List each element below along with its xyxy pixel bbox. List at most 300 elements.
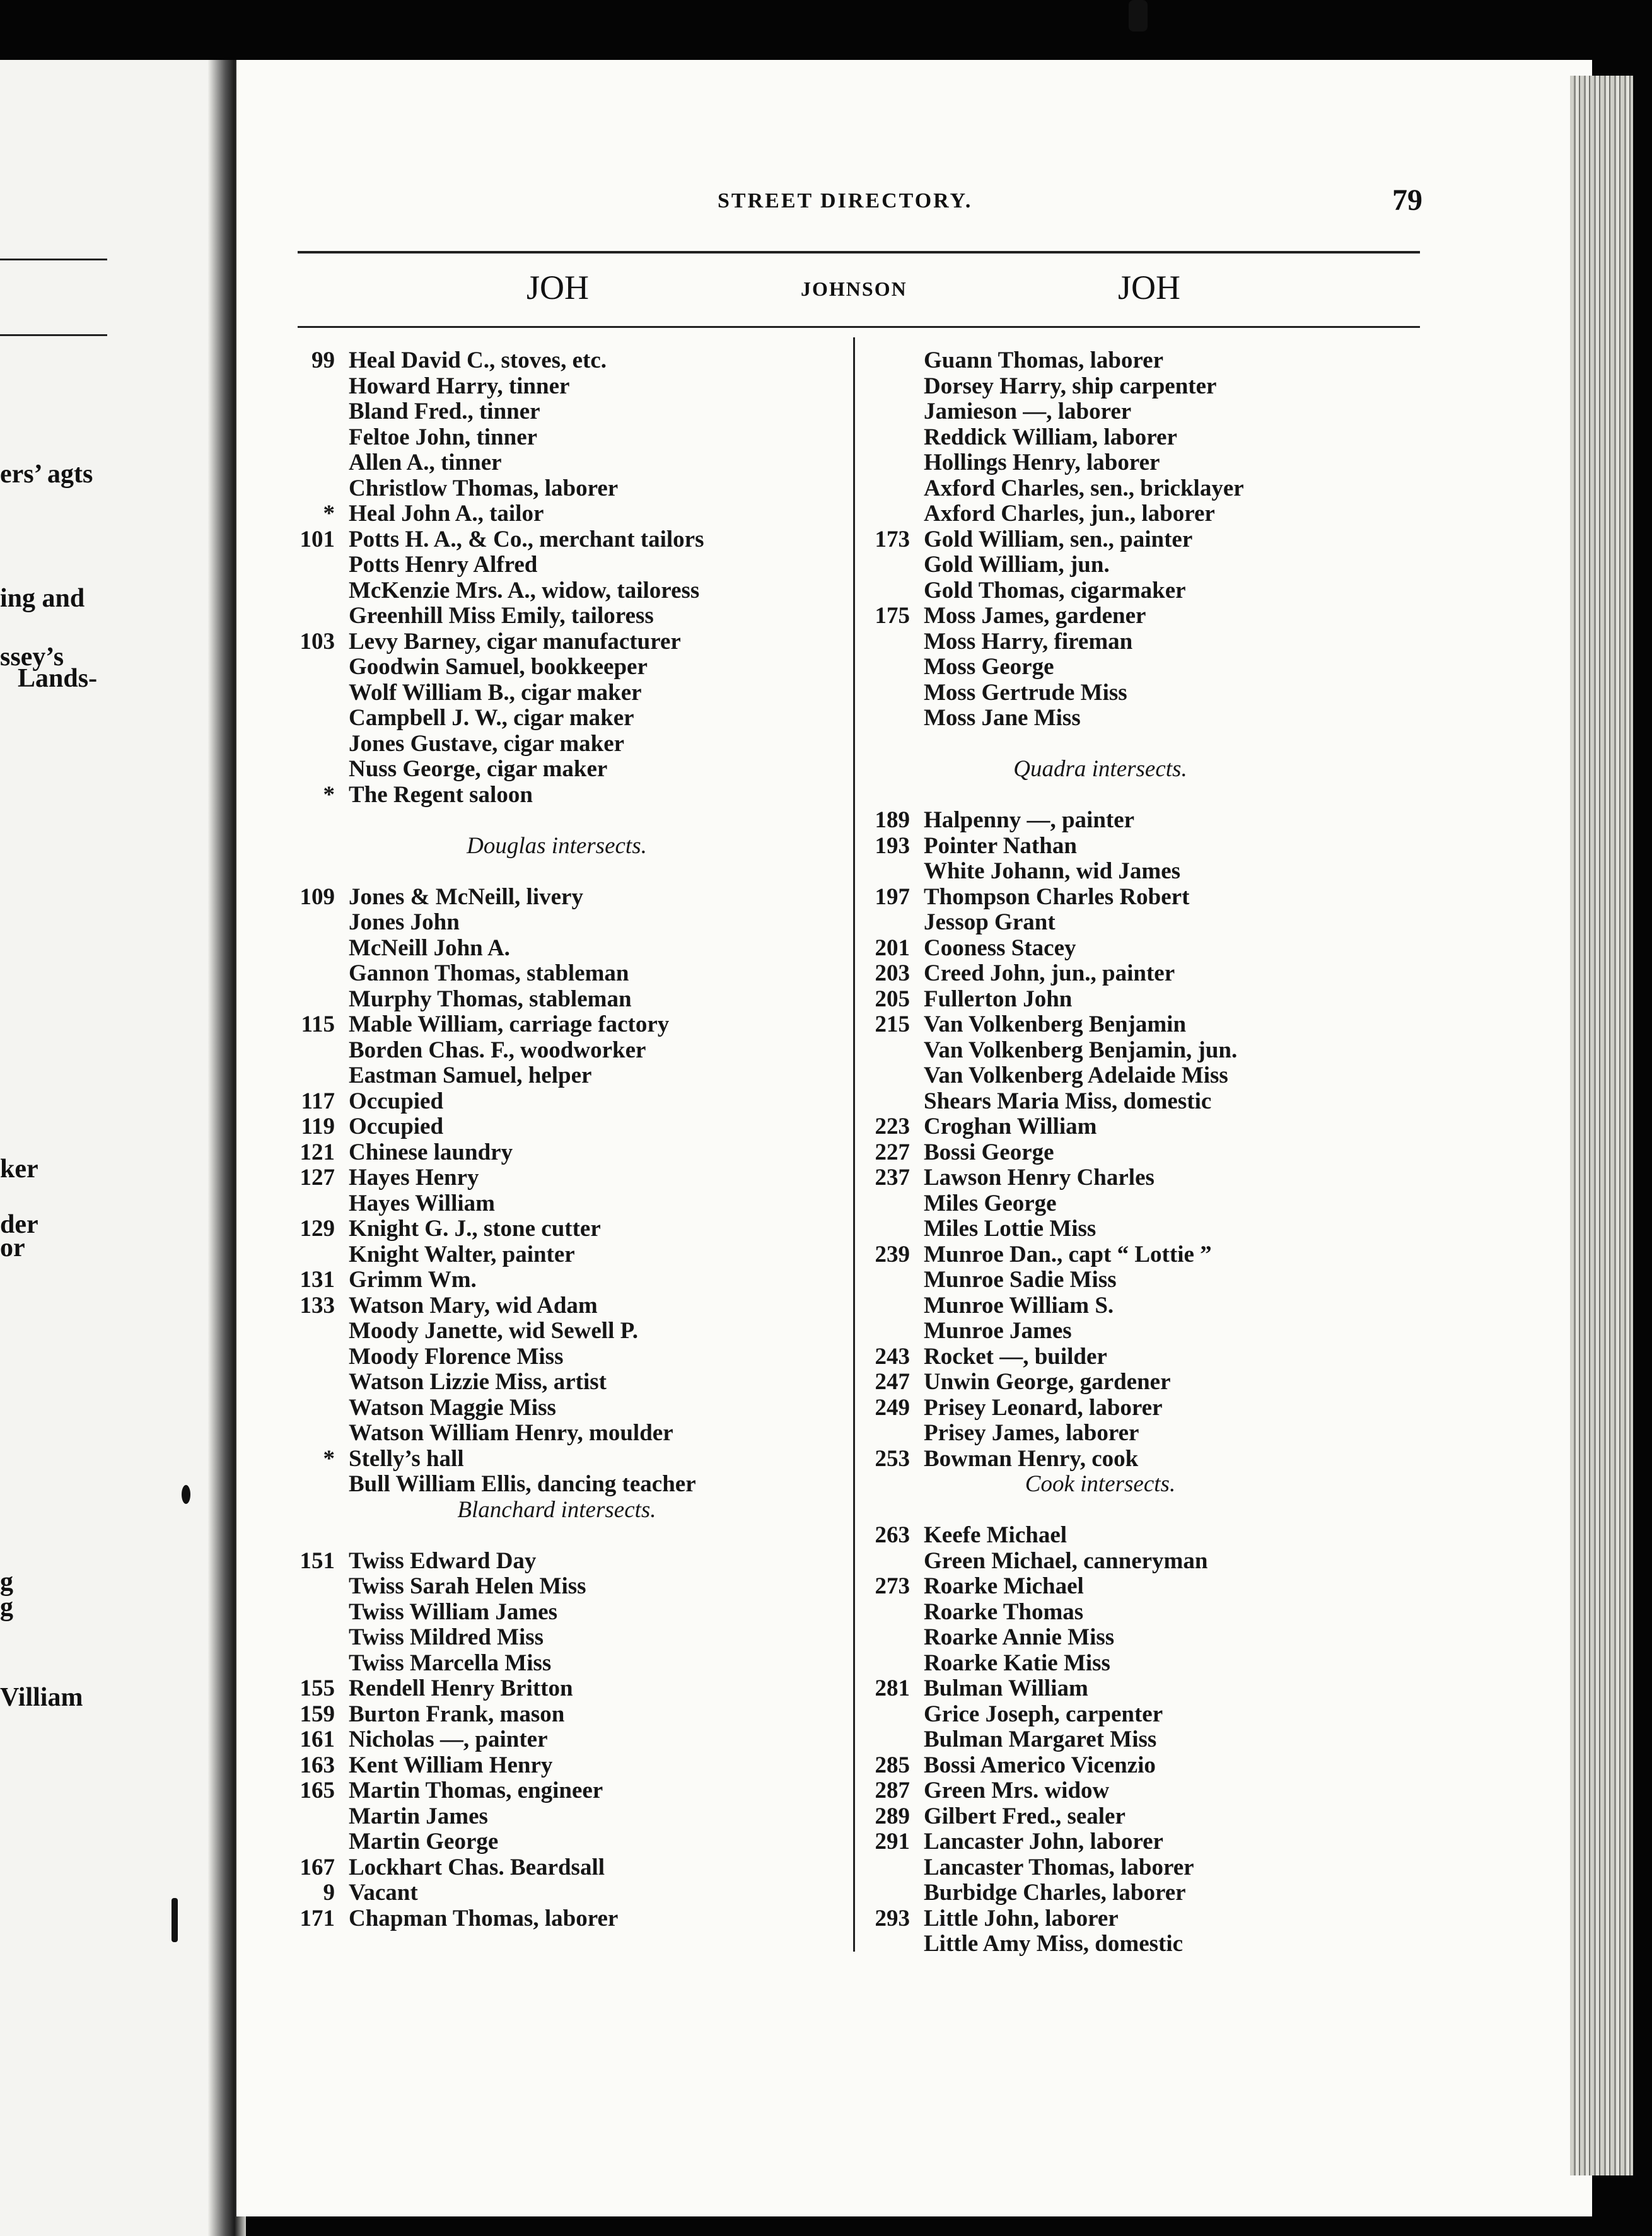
directory-entry: [875, 1675, 1277, 1702]
directory-entry: [924, 859, 1277, 885]
resident-name: Jones Gustave, cigar maker: [349, 730, 625, 757]
resident-name: Christlow Thomas, laborer: [349, 475, 619, 501]
directory-entry: [349, 987, 765, 1013]
resident-name: Lockhart Chas. Beardsall: [349, 1854, 605, 1880]
directory-entry: [924, 1293, 1277, 1319]
directory-entry: [300, 1726, 765, 1753]
resident-name: Moss George: [924, 654, 1054, 680]
resident-name: Keefe Michael: [924, 1522, 1067, 1548]
resident-name: Moss James, gardener: [924, 603, 1146, 629]
house-number: 9: [323, 1880, 335, 1906]
resident-name: Moody Florence Miss: [349, 1343, 564, 1370]
resident-name: Martin Thomas, engineer: [349, 1778, 603, 1803]
resident-name: Gannon Thomas, stableman: [349, 960, 629, 986]
directory-entry: [924, 1549, 1277, 1575]
directory-entry: [875, 603, 1277, 629]
resident-name: Bowman Henry, cook: [924, 1445, 1139, 1472]
resident-name: Moss Gertrude Miss: [924, 679, 1127, 706]
directory-entry: [300, 1216, 765, 1242]
previous-page-fragment: or: [0, 1233, 25, 1262]
resident-name: Unwin George, gardener: [924, 1369, 1171, 1395]
house-number: 285: [875, 1752, 910, 1778]
directory-entry: [349, 1574, 765, 1600]
resident-name: Wolf William B., cigar maker: [349, 679, 642, 706]
directory-entry: [875, 1011, 1277, 1038]
resident-name: Jones John: [349, 909, 460, 935]
scan-mark: [1129, 0, 1148, 32]
house-number: *: [323, 781, 335, 808]
directory-entry: [875, 832, 1277, 859]
resident-name: Twiss Edward Day: [349, 1547, 537, 1574]
house-number: 163: [300, 1752, 335, 1778]
intersection-heading: Blanchard intersects.: [457, 1496, 656, 1523]
directory-entry: [924, 374, 1277, 400]
intersection-heading: Quadra intersects.: [1013, 756, 1187, 782]
house-number: 171: [300, 1905, 335, 1931]
directory-entry: [349, 552, 765, 578]
resident-name: McKenzie Mrs. A., widow, tailoress: [349, 577, 700, 603]
resident-name: Jamieson —, laborer: [924, 399, 1132, 424]
resident-name: Feltoe John, tinner: [349, 424, 538, 450]
directory-entry: [300, 1547, 765, 1575]
directory-entry: [349, 1804, 765, 1830]
resident-name: Green Michael, canneryman: [924, 1547, 1208, 1574]
directory-entry: [311, 347, 765, 374]
resident-name: Roarke Katie Miss: [924, 1650, 1110, 1676]
previous-page-rule: [0, 334, 107, 336]
resident-name: Twiss Mildred Miss: [349, 1624, 544, 1650]
house-number: 193: [875, 832, 910, 859]
spacer: [924, 783, 1277, 808]
resident-name: Grice Joseph, carpenter: [924, 1701, 1163, 1727]
running-title: STREET DIRECTORY.: [718, 189, 973, 213]
guide-word-left: JOH: [526, 269, 590, 306]
previous-page: [0, 60, 227, 2236]
resident-name: Lawson Henry Charles: [924, 1165, 1155, 1191]
resident-name: Van Volkenberg Benjamin, jun.: [924, 1037, 1238, 1063]
street-name: JOHNSON: [801, 277, 907, 300]
directory-entry: [300, 1165, 765, 1191]
house-number: 109: [300, 883, 335, 910]
directory-entry: [349, 1600, 765, 1626]
directory-entry: [349, 399, 765, 425]
directory-entry: [924, 450, 1277, 476]
directory-entry: [924, 1855, 1277, 1881]
resident-name: Moody Janette, wid Sewell P.: [349, 1318, 639, 1344]
house-number: 223: [875, 1114, 910, 1139]
resident-name: Allen A., tinner: [349, 450, 502, 475]
resident-name: Moss Harry, fireman: [924, 628, 1133, 655]
directory-entry: [924, 655, 1277, 680]
resident-name: Hayes William: [349, 1190, 495, 1216]
guide-rule: [298, 326, 1420, 328]
directory-entry: [875, 1343, 1277, 1370]
resident-name: Prisey Leonard, laborer: [924, 1394, 1163, 1421]
directory-entry: [349, 1472, 765, 1498]
directory-entry: [349, 1421, 765, 1447]
directory-entry: [924, 1267, 1277, 1293]
resident-name: Occupied: [349, 1114, 444, 1139]
house-number: 293: [875, 1905, 910, 1931]
house-number: 249: [875, 1394, 910, 1421]
resident-name: Grimm Wm.: [349, 1267, 477, 1293]
house-number: 237: [875, 1165, 910, 1191]
directory-entry: [924, 476, 1277, 502]
house-number: 247: [875, 1369, 910, 1395]
resident-name: Rendell Henry Britton: [349, 1675, 573, 1701]
directory-entry: [349, 578, 765, 604]
resident-name: Pointer Nathan: [924, 832, 1077, 859]
resident-name: Potts Henry Alfred: [349, 552, 538, 578]
resident-name: Munroe William S.: [924, 1292, 1114, 1319]
resident-name: Lancaster John, laborer: [924, 1829, 1163, 1855]
resident-name: Reddick William, laborer: [924, 424, 1177, 450]
house-number: 129: [300, 1216, 335, 1242]
directory-entry: [924, 1038, 1277, 1064]
directory-entry: [300, 1778, 765, 1804]
resident-name: Hayes Henry: [349, 1165, 479, 1191]
house-number: 197: [875, 883, 910, 910]
house-number: 103: [300, 628, 335, 655]
previous-page-fragment: g: [0, 1568, 13, 1597]
guide-word-right: JOH: [1118, 269, 1181, 306]
directory-entry: [349, 1370, 765, 1395]
directory-entry: [301, 1088, 765, 1115]
directory-entry: [349, 1038, 765, 1064]
resident-name: Thompson Charles Robert: [924, 883, 1190, 910]
resident-name: Cooness Stacey: [924, 935, 1076, 961]
house-number: 159: [300, 1701, 335, 1727]
directory-entry: [349, 1829, 765, 1855]
resident-name: The Regent saloon: [349, 781, 533, 808]
resident-name: Halpenny —, painter: [924, 807, 1135, 833]
directory-entry: [349, 910, 765, 936]
directory-entry: [349, 1319, 765, 1344]
house-number: 173: [875, 526, 910, 552]
page-edges: [1570, 76, 1633, 2175]
house-number: 287: [875, 1778, 910, 1803]
house-number: 273: [875, 1573, 910, 1599]
spacer: [349, 859, 765, 885]
directory-entry: [300, 1905, 765, 1932]
resident-name: Watson Lizzie Miss, artist: [349, 1369, 607, 1395]
resident-name: Goodwin Samuel, bookkeeper: [349, 654, 648, 680]
previous-page-fragment: Villiam: [0, 1683, 83, 1712]
previous-page-fragment: ker: [0, 1155, 38, 1184]
directory-entry: [349, 1651, 765, 1677]
resident-name: Chapman Thomas, laborer: [349, 1905, 619, 1931]
house-number: 117: [301, 1088, 335, 1114]
resident-name: Stelly’s hall: [349, 1445, 464, 1472]
directory-entry: [875, 1139, 1277, 1166]
house-number: 281: [875, 1675, 910, 1701]
house-number: 161: [300, 1726, 335, 1752]
directory-entry: [924, 578, 1277, 604]
resident-name: Burton Frank, mason: [349, 1701, 565, 1727]
house-number: 205: [875, 986, 910, 1012]
resident-name: Vacant: [349, 1880, 418, 1906]
directory-entry: [349, 757, 765, 783]
directory-entry: [349, 374, 765, 400]
resident-name: Watson William Henry, moulder: [349, 1420, 673, 1446]
resident-name: Watson Maggie Miss: [349, 1394, 556, 1421]
house-number: 127: [300, 1165, 335, 1191]
directory-entry: [924, 1600, 1277, 1626]
resident-name: Bulman William: [924, 1675, 1088, 1701]
directory-entry: [875, 935, 1277, 962]
directory-entry: [349, 1395, 765, 1421]
house-number: *: [323, 501, 335, 527]
resident-name: Jones & McNeill, livery: [349, 883, 583, 910]
previous-page-fragment: ing and: [0, 584, 85, 613]
resident-name: Axford Charles, jun., laborer: [924, 501, 1215, 527]
directory-entry: [875, 1803, 1277, 1830]
left-column: [300, 347, 765, 1931]
resident-name: Little John, laborer: [924, 1905, 1119, 1931]
directory-entry: [349, 1191, 765, 1217]
resident-name: Axford Charles, sen., bricklayer: [924, 475, 1244, 501]
house-number: *: [323, 1445, 335, 1472]
directory-entry: [924, 1089, 1277, 1115]
directory-entry: [349, 680, 765, 706]
directory-entry: [349, 961, 765, 987]
resident-name: Bland Fred., tinner: [349, 399, 540, 424]
resident-name: Guann Thomas, laborer: [924, 347, 1164, 373]
house-number: 99: [311, 347, 335, 373]
resident-name: Levy Barney, cigar manufacturer: [349, 628, 681, 655]
resident-name: Miles George: [924, 1190, 1057, 1216]
resident-name: Knight G. J., stone cutter: [349, 1216, 601, 1242]
scan-mark: [172, 1898, 178, 1942]
house-number: 203: [875, 960, 910, 986]
directory-entry: [924, 552, 1277, 578]
directory-entry: [875, 1369, 1277, 1395]
directory-entry: [875, 1573, 1277, 1600]
directory-entry: [300, 526, 765, 553]
house-number: 201: [875, 935, 910, 961]
resident-name: Miles Lottie Miss: [924, 1216, 1096, 1242]
resident-name: Munroe Sadie Miss: [924, 1267, 1117, 1293]
directory-entry: [924, 1216, 1277, 1242]
scan-mark: [182, 1485, 190, 1504]
directory-entry: [349, 603, 765, 629]
directory-entry: [300, 1752, 765, 1779]
directory-entry: [300, 628, 765, 655]
house-number: 175: [875, 603, 910, 629]
directory-entry: [924, 1063, 1277, 1089]
directory-entry: [924, 910, 1277, 936]
directory-entry: [349, 425, 765, 451]
house-number: 243: [875, 1343, 910, 1370]
house-number: 289: [875, 1803, 910, 1829]
house-number: 121: [300, 1139, 335, 1165]
resident-name: Hollings Henry, laborer: [924, 450, 1160, 475]
resident-name: Martin George: [349, 1829, 499, 1855]
resident-name: Occupied: [349, 1088, 444, 1114]
resident-name: White Johann, wid James: [924, 858, 1181, 884]
resident-name: Howard Harry, tinner: [349, 373, 570, 399]
resident-name: Gold William, sen., painter: [924, 526, 1193, 552]
directory-entry: [875, 1165, 1277, 1191]
resident-name: Bossi Americo Vicenzio: [924, 1752, 1156, 1778]
directory-entry: [349, 731, 765, 757]
directory-entry: [349, 1242, 765, 1268]
directory-entry: [300, 1292, 765, 1319]
previous-page-fragment: ers’ agts: [0, 460, 93, 489]
resident-name: Chinese laundry: [349, 1139, 513, 1165]
resident-name: Van Volkenberg Adelaide Miss: [924, 1063, 1228, 1088]
directory-entry: [323, 501, 765, 527]
resident-name: Fullerton John: [924, 986, 1073, 1012]
resident-name: Greenhill Miss Emily, tailoress: [349, 603, 654, 629]
spacer: [349, 1523, 765, 1549]
directory-entry: [300, 1854, 765, 1881]
resident-name: Moss Jane Miss: [924, 705, 1081, 731]
directory-entry: [875, 1829, 1277, 1855]
directory-entry: [300, 883, 765, 911]
directory-entry: [300, 1267, 765, 1293]
resident-name: Jessop Grant: [924, 909, 1056, 935]
directory-entry: [875, 1114, 1277, 1140]
directory-entry: [875, 1241, 1277, 1268]
directory-entry: [924, 629, 1277, 655]
resident-name: Gold William, jun.: [924, 552, 1110, 578]
directory-entry: [924, 1880, 1277, 1906]
directory-entry: [323, 781, 765, 808]
resident-name: Croghan William: [924, 1114, 1097, 1139]
directory-entry: [924, 1625, 1277, 1651]
resident-name: Roarke Thomas: [924, 1598, 1084, 1625]
resident-name: Bossi George: [924, 1139, 1054, 1165]
header-rule: [298, 251, 1420, 253]
spacer: [924, 731, 1277, 757]
resident-name: Knight Walter, painter: [349, 1241, 575, 1267]
house-number: 101: [300, 526, 335, 552]
directory-entry: [875, 1752, 1277, 1779]
house-number: 263: [875, 1522, 910, 1548]
resident-name: Watson Mary, wid Adam: [349, 1292, 598, 1319]
house-number: 215: [875, 1011, 910, 1037]
resident-name: Gold Thomas, cigarmaker: [924, 577, 1186, 603]
resident-name: Roarke Annie Miss: [924, 1624, 1115, 1650]
intersection-heading: Cook intersects.: [1025, 1471, 1176, 1497]
spacer: [349, 808, 765, 834]
resident-name: Nuss George, cigar maker: [349, 756, 608, 782]
page-number: 79: [1392, 183, 1422, 217]
resident-name: Potts H. A., & Co., merchant tailors: [349, 526, 704, 552]
directory-entry: [875, 1778, 1277, 1804]
resident-name: Bull William Ellis, dancing teacher: [349, 1471, 696, 1497]
resident-name: Kent William Henry: [349, 1752, 553, 1778]
directory-entry: [349, 936, 765, 962]
directory-entry: [875, 883, 1277, 911]
column-divider: [853, 337, 855, 1952]
resident-name: Munroe James: [924, 1318, 1072, 1344]
house-number: 151: [300, 1547, 335, 1574]
directory-entry: [349, 476, 765, 502]
directory-entry: [875, 986, 1277, 1013]
house-number: 119: [301, 1114, 335, 1139]
directory-entry: [924, 501, 1277, 527]
resident-name: Twiss Marcella Miss: [349, 1650, 552, 1676]
directory-entry: [875, 526, 1277, 553]
resident-name: Twiss Sarah Helen Miss: [349, 1573, 586, 1599]
resident-name: Roarke Michael: [924, 1573, 1084, 1599]
resident-name: Van Volkenberg Benjamin: [924, 1011, 1187, 1037]
previous-page-fragment: ssey’s: [0, 643, 64, 672]
directory-entry: [875, 960, 1277, 987]
resident-name: Bulman Margaret Miss: [924, 1726, 1157, 1752]
directory-entry: [924, 399, 1277, 425]
resident-name: Green Mrs. widow: [924, 1778, 1110, 1803]
previous-page-fragment: der: [0, 1210, 38, 1239]
resident-name: Twiss William James: [349, 1598, 557, 1625]
resident-name: Rocket —, builder: [924, 1343, 1107, 1370]
directory-entry: [875, 1394, 1277, 1421]
resident-name: Campbell J. W., cigar maker: [349, 705, 634, 731]
resident-name: Borden Chas. F., woodworker: [349, 1037, 646, 1063]
resident-name: Shears Maria Miss, domestic: [924, 1088, 1212, 1114]
directory-entry: [924, 706, 1277, 731]
resident-name: Gilbert Fred., sealer: [924, 1803, 1126, 1829]
directory-entry: [924, 680, 1277, 706]
house-number: 167: [300, 1854, 335, 1880]
resident-name: Prisey James, laborer: [924, 1420, 1139, 1446]
directory-entry: [924, 1727, 1277, 1753]
directory-entry: [323, 1880, 765, 1906]
resident-name: Little Amy Miss, domestic: [924, 1931, 1184, 1957]
resident-name: Lancaster Thomas, laborer: [924, 1854, 1194, 1880]
resident-name: Nicholas —, painter: [349, 1726, 548, 1752]
resident-name: Heal John A., tailor: [349, 501, 544, 527]
resident-name: Munroe Dan., capt “ Lottie ”: [924, 1241, 1212, 1267]
directory-entry: [924, 1702, 1277, 1728]
house-number: 131: [300, 1267, 335, 1293]
house-number: 239: [875, 1241, 910, 1267]
directory-entry: [875, 1905, 1277, 1932]
directory-entry: [924, 1421, 1277, 1447]
resident-name: Mable William, carriage factory: [349, 1011, 670, 1037]
previous-page-fragment: Lands-: [18, 664, 98, 693]
resident-name: Heal David C., stoves, etc.: [349, 347, 607, 373]
directory-entry: [300, 1701, 765, 1728]
directory-entry: [924, 1651, 1277, 1677]
spacer: [924, 1498, 1277, 1523]
directory-entry: [924, 1319, 1277, 1344]
house-number: 227: [875, 1139, 910, 1165]
directory-entry: [924, 348, 1277, 374]
resident-name: McNeill John A.: [349, 935, 510, 961]
directory-entry: [349, 706, 765, 731]
directory-entry: [323, 1445, 765, 1472]
resident-name: Eastman Samuel, helper: [349, 1063, 592, 1088]
directory-entry: [924, 1191, 1277, 1217]
directory-entry: [924, 1931, 1277, 1957]
house-number: 291: [875, 1829, 910, 1855]
directory-entry: [300, 1675, 765, 1702]
previous-page-fragment: g: [0, 1593, 13, 1622]
directory-entry: [349, 1063, 765, 1089]
resident-name: Burbidge Charles, laborer: [924, 1880, 1186, 1906]
resident-name: Martin James: [349, 1803, 488, 1829]
directory-entry: [349, 1344, 765, 1370]
house-number: 165: [300, 1778, 335, 1803]
directory-entry: [301, 1011, 765, 1038]
directory-entry: [924, 425, 1277, 451]
house-number: 155: [300, 1675, 335, 1701]
directory-entry: [875, 807, 1277, 834]
house-number: 253: [875, 1445, 910, 1472]
